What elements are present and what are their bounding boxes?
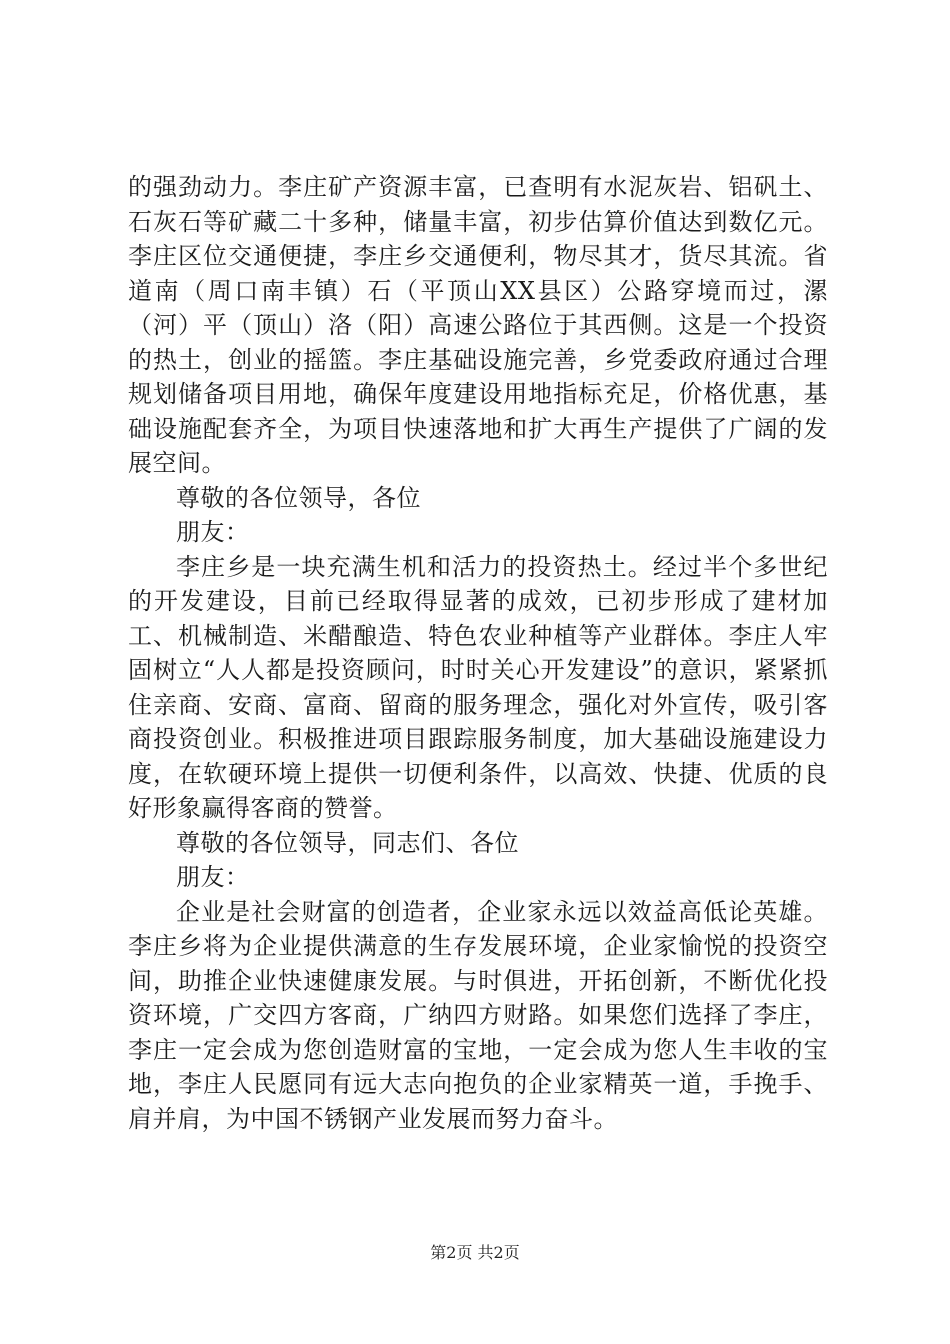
paragraph-enterprise: 企业是社会财富的创造者，企业家永远以效益高低论英雄。李庄乡将为企业提供满意的生存发展环境，企业家愉悦的投资空间，助推企业快速健康发展。与时俱进，开拓创新，不断优化投资环境，广交四方客商，广纳四方财路。如果您们选择了李庄，李庄一定会成为您创造财富的宝地，一定会成为您人生丰收的宝地，李庄人民愿同有远大志向抱负的企业家精英一道，手挽手、肩并肩，为中国不锈钢产业发展而努力奋斗。 — [128, 897, 828, 1133]
page-number-footer: 第2页 共2页 — [430, 1243, 520, 1262]
paragraph-salutation-1-friends: 朋友： — [176, 518, 250, 546]
paragraph-continuation: 的强劲动力。李庄矿产资源丰富，已查明有水泥灰岩、铝矾土、石灰石等矿藏二十多种，储量丰富，初步估算价值达到数亿元。李庄区位交通便捷，李庄乡交通便利，物尽其才，货尽其流。省道南（周口南丰镇）石（平顶山XX县区）公路穿境而过，漯（河）平（顶山）洛（阳）高速公路位于其西侧。这是一个投资的热土，创业的摇篮。李庄基础设施完善，乡党委政府通过合理规划储备项目用地，确保年度建设用地指标充足，价格优惠，基础设施配套齐全，为项目快速落地和扩大再生产提供了广阔的发展空间。 — [128, 173, 828, 477]
paragraph-salutation-2-friends: 朋友： — [176, 863, 250, 891]
paragraph-salutation-1: 尊敬的各位领导，各位 — [176, 483, 421, 512]
paragraph-salutation-2: 尊敬的各位领导，同志们、各位 — [176, 828, 519, 857]
paragraph-investment: 李庄乡是一块充满生机和活力的投资热土。经过半个多世纪的开发建设，目前已经取得显著的成效，已初步形成了建材加工、机械制造、米醋酿造、特色农业种植等产业群体。李庄人牢固树立“人人都是投资顾问，时时关心开发建设”的意识，紧紧抓住亲商、安商、富商、留商的服务理念，强化对外宣传，吸引客商投资创业。积极推进项目跟踪服务制度，加大基础设施建设力度，在软硬环境上提供一切便利条件，以高效、快捷、优质的良好形象赢得客商的赞誉。 — [128, 552, 828, 822]
document-body — [128, 170, 828, 1136]
